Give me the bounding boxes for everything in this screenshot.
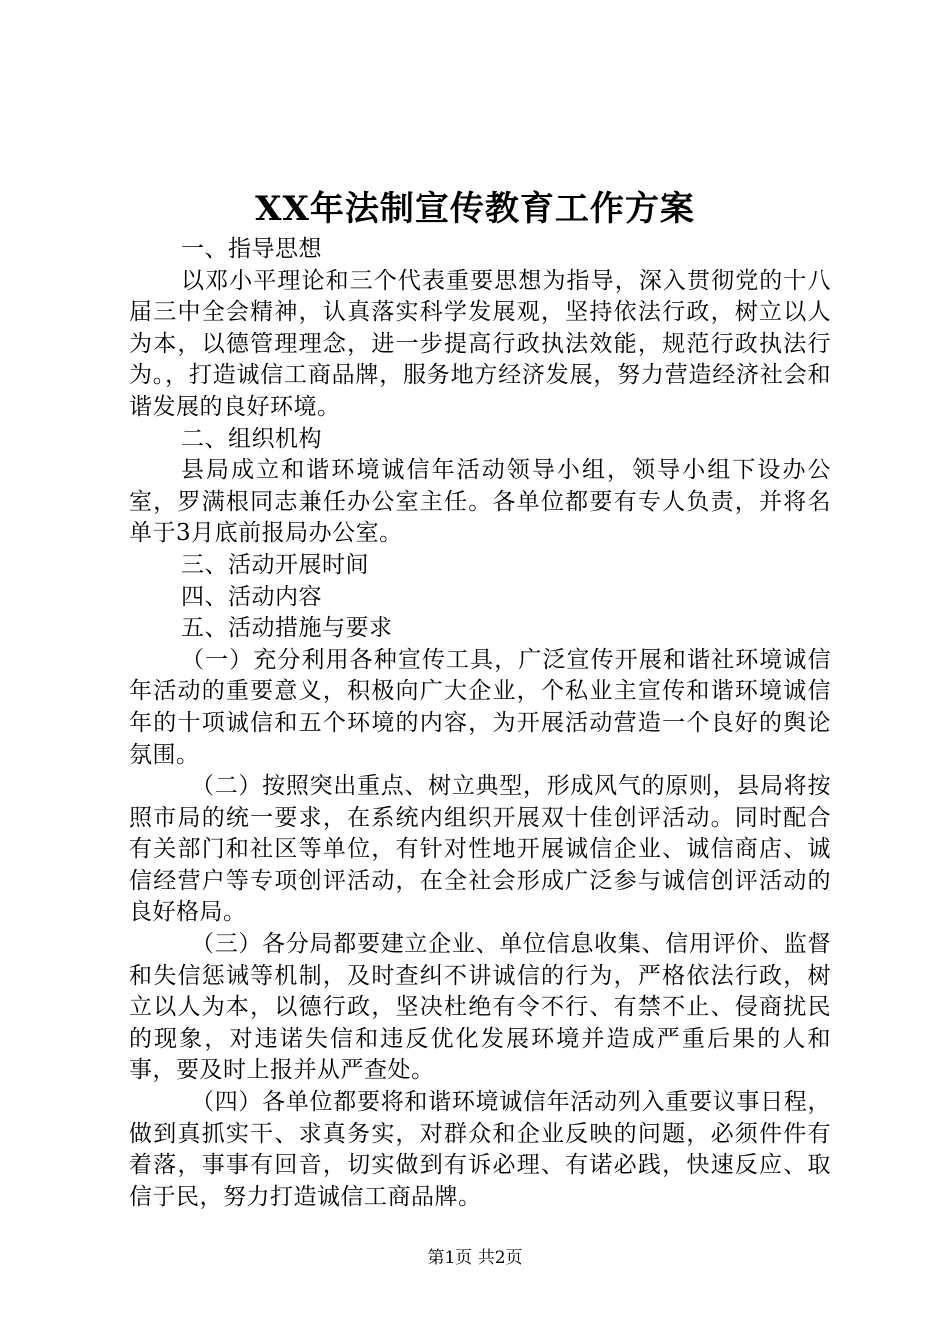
document-title: XX年法制宣传教育工作方案 (255, 189, 695, 229)
section-heading-measures: 五、活动措施与要求 (181, 615, 393, 642)
section-heading-activity-content: 四、活动内容 (181, 583, 322, 610)
paragraph-guiding-ideology: 以邓小平理论和三个代表重要思想为指导，深入贯彻党的十八届三中全会精神，认真落实科学发展观，坚持依法行政，树立以人为本，以德管理理念，进一步提高行政执法效能，规范行政执法行为。，打造诚信工商品牌，服务地方经济发展，努力营造经济社会和谐发展的良好环境。 (129, 267, 831, 420)
section-heading-organization: 二、组织机构 (181, 425, 322, 452)
document-body (129, 234, 831, 1213)
paragraph-measure-2: （二）按照突出重点、树立典型，形成风气的原则，县局将按照市局的统一要求，在系统内组织开展双十佳创评活动。同时配合有关部门和社区等单位，有针对性地开展诚信企业、诚信商店、诚信经营户等专项创评活动，在全社会形成广泛参与诚信创评活动的良好格局。 (129, 773, 831, 926)
paragraph-measure-1: （一）充分利用各种宣传工具，广泛宣传开展和谐社环境诚信年活动的重要意义，积极向广大企业，个私业主宣传和谐环境诚信年的十项诚信和五个环境的内容，为开展活动营造一个良好的舆论氛围。 (129, 646, 831, 768)
page-footer: 第1页 共2页 (427, 1248, 523, 1268)
paragraph-measure-3: （三）各分局都要建立企业、单位信息收集、信用评价、监督和失信惩诫等机制，及时查纠不讲诚信的行为，严格依法行政，树立以人为本，以德行政，坚决杜绝有令不行、有禁不止、侵商扰民的现象，对违诺失信和违反优化发展环境并造成严重后果的人和事，要及时上报并从严查处。 (129, 931, 831, 1084)
section-heading-activity-time: 三、活动开展时间 (181, 551, 369, 578)
paragraph-measure-4: （四）各单位都要将和谐环境诚信年活动列入重要议事日程，做到真抓实干、求真务实，对群众和企业反映的问题，必须件件有着落，事事有回音，切实做到有诉必理、有诺必践，快速反应、取信于民，努力打造诚信工商品牌。 (129, 1089, 831, 1210)
section-heading-guiding-ideology: 一、指导思想 (181, 236, 322, 262)
paragraph-organization: 县局成立和谐环境诚信年活动领导小组，领导小组下设办公室，罗满根同志兼任办公室主任。各单位都要有专人负责，并将名单于3月底前报局办公室。 (129, 457, 831, 547)
